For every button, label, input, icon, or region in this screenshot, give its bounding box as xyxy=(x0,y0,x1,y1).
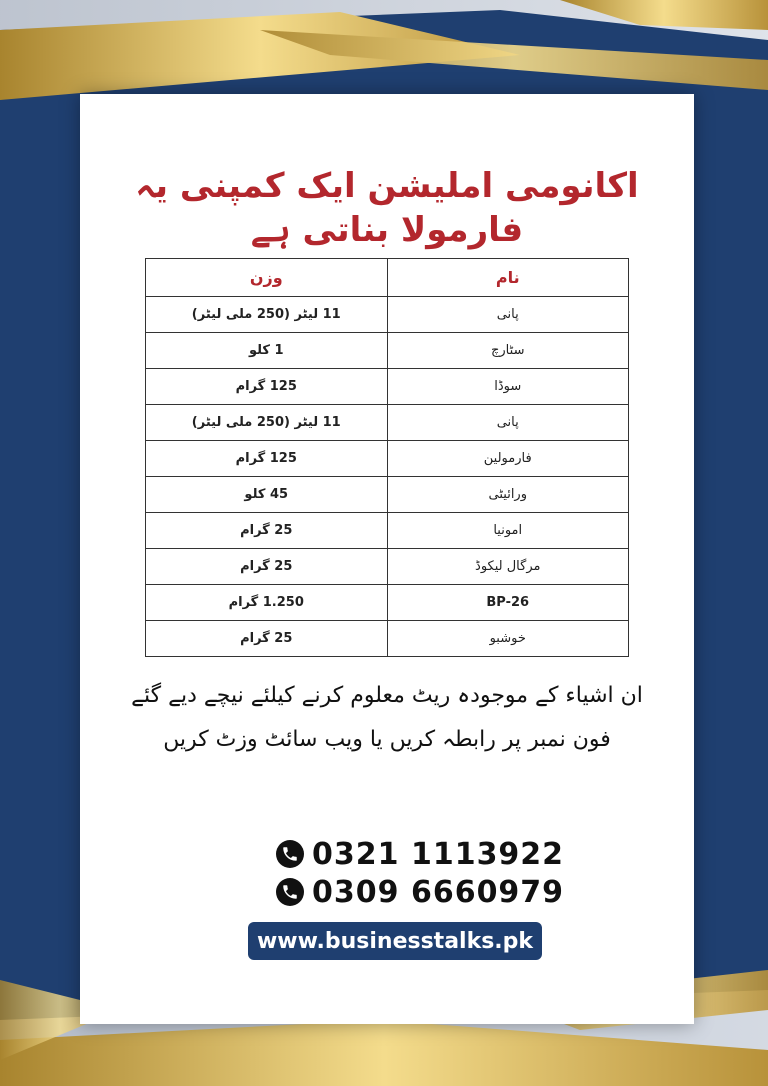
content-card xyxy=(80,94,694,1024)
page-title: اکانومی املیشن ایک کمپنی یہ فارمولا بناتی ہے xyxy=(135,166,639,250)
row-weight: 11 لیٹر (250 ملی لیٹر) xyxy=(146,405,388,441)
row-weight: 125 گرام xyxy=(146,441,388,477)
phone-number-2: 0309 6660979 xyxy=(312,874,565,910)
table-row xyxy=(146,369,629,405)
table-row xyxy=(146,297,629,333)
row-weight: 1 کلو xyxy=(146,333,388,369)
row-name: BP-26 xyxy=(387,585,629,621)
row-name: مرگال لیکوڈ xyxy=(387,549,629,585)
row-weight: 125 گرام xyxy=(146,369,388,405)
row-name: ورائیٹی xyxy=(387,477,629,513)
row-weight: 25 گرام xyxy=(146,549,388,585)
contact-notice: ان اشیاء کے موجودہ ریٹ معلوم کرنے کیلئے نیچے دیے گئے فون نمبر پر رابطہ کریں یا ویب سائٹ وزٹ کریں xyxy=(131,683,643,752)
ingredients-table xyxy=(145,258,629,657)
row-name: پانی xyxy=(387,405,629,441)
table-row xyxy=(146,477,629,513)
table-row xyxy=(146,549,629,585)
table-header-row xyxy=(146,259,629,297)
header-weight: وزن xyxy=(146,259,388,297)
row-weight: 11 لیٹر (250 ملی لیٹر) xyxy=(146,297,388,333)
table-row xyxy=(146,621,629,657)
website-link[interactable]: www.businesstalks.pk xyxy=(248,922,542,960)
table-row xyxy=(146,585,629,621)
phone-number-1: 0321 1113922 xyxy=(312,836,565,872)
row-name: فارمولین xyxy=(387,441,629,477)
phone-contact-2[interactable] xyxy=(276,872,564,912)
row-weight: 25 گرام xyxy=(146,621,388,657)
row-weight: 1.250 گرام xyxy=(146,585,388,621)
row-name: امونیا xyxy=(387,513,629,549)
row-name: سوڈا xyxy=(387,369,629,405)
table-row xyxy=(146,405,629,441)
phone-icon xyxy=(276,878,304,906)
row-name: خوشبو xyxy=(387,621,629,657)
phone-icon xyxy=(276,840,304,868)
row-name: پانی xyxy=(387,297,629,333)
row-name: سٹارچ xyxy=(387,333,629,369)
table-row xyxy=(146,333,629,369)
row-weight: 25 گرام xyxy=(146,513,388,549)
row-weight: 45 کلو xyxy=(146,477,388,513)
table-row xyxy=(146,441,629,477)
table-row xyxy=(146,513,629,549)
phone-contact-1[interactable] xyxy=(276,834,564,874)
header-name: نام xyxy=(387,259,629,297)
